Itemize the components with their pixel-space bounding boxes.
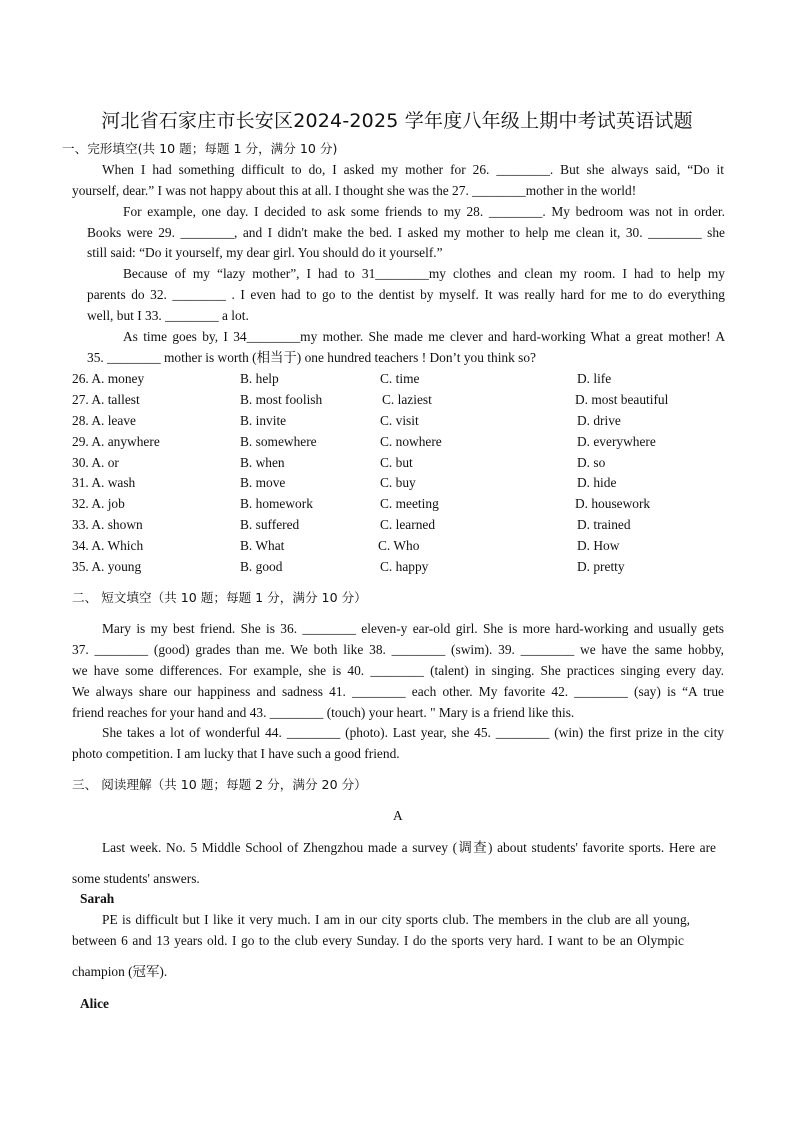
sarah-line-3: champion (冠军). xyxy=(72,964,168,979)
cloze-line-1: When I had something difficult to do, I asked my mother for 26. ________. But she always said, “Do it xyxy=(102,162,724,177)
option-26-d: D. life xyxy=(577,371,612,386)
fill-line-2: 37. ________ (good) grades than me. We both like 38. ________ (swim). 39. ________ we have the same hobby, xyxy=(72,642,724,657)
option-35-b: B. good xyxy=(240,559,283,574)
option-34-c: C. Who xyxy=(378,538,420,553)
section2-heading: 二、 短文填空（共 10 题；每题 1 分，满分 10 分） xyxy=(72,590,367,605)
cloze-line-5: still said: “Do it yourself, my dear girl. You should do it yourself.” xyxy=(87,245,443,260)
fill-line-4: We always share our happiness and sadness 41. ________ each other. My favorite 42. ________ (say) is “A true xyxy=(72,684,724,699)
option-29-b: B. somewhere xyxy=(240,434,317,449)
option-29-d: D. everywhere xyxy=(577,434,656,449)
cloze-line-10: 35. ________ mother is worth (相当于) one hundred teachers ! Don’t you think so? xyxy=(87,350,537,365)
cloze-line-2: yourself, dear.” I was not happy about this at all. I thought she was the 27. ________mother in the world! xyxy=(72,183,637,198)
cloze-line-6: Because of my “lazy mother”, I had to 31________my clothes and clean my room. I had to help my xyxy=(123,266,725,281)
cloze-line-9: As time goes by, I 34________my mother. She made me clever and hard-working What a great mother! A xyxy=(123,329,725,344)
option-27-d: D. most beautiful xyxy=(575,392,669,407)
option-34-a: 34. A. Which xyxy=(72,538,144,553)
reading-line-2: some students' answers. xyxy=(72,871,200,886)
option-30-c: C. but xyxy=(380,455,413,470)
fill-line-3: we have some differences. For example, she is 40. ________ (talent) in singing. She practices singing every day. xyxy=(72,663,724,678)
option-32-a: 32. A. job xyxy=(72,496,125,511)
fill-line-6: She takes a lot of wonderful 44. ________ (photo). Last year, she 45. ________ (win) the first prize in the city xyxy=(102,725,724,740)
option-26-b: B. help xyxy=(240,371,279,386)
alice-name: Alice xyxy=(80,996,109,1011)
section1-heading: 一、完形填空(共 10 题；每题 1 分，满分 10 分) xyxy=(62,141,338,156)
sarah-name: Sarah xyxy=(80,891,115,906)
option-31-c: C. buy xyxy=(380,475,416,490)
cloze-line-3: For example, one day. I decided to ask some friends to my 28. ________. My bedroom was not in order. xyxy=(123,204,725,219)
fill-line-5: friend reaches for your hand and 43. ________ (touch) your heart. " Mary is a friend like this. xyxy=(72,705,575,720)
section3-heading: 三、 阅读理解（共 10 题；每题 2 分，满分 20 分） xyxy=(72,777,367,792)
cloze-line-7: parents do 32. ________ . I even had to go to the dentist by myself. It was really hard for me to do everything xyxy=(87,287,725,302)
option-33-a: 33. A. shown xyxy=(72,517,143,532)
exam-title: 河北省石家庄市长安区2024-2025 学年度八年级上期中考试英语试题 xyxy=(101,110,693,132)
option-32-d: D. housework xyxy=(575,496,651,511)
option-28-a: 28. A. leave xyxy=(72,413,136,428)
sarah-line-1: PE is difficult but I like it very much. I am in our city sports club. The members in the club are all young, xyxy=(102,912,690,927)
fill-line-1: Mary is my best friend. She is 36. ________ eleven-y ear-old girl. She is more hard-working and usually gets xyxy=(102,621,724,636)
option-28-d: D. drive xyxy=(577,413,621,428)
option-35-a: 35. A. young xyxy=(72,559,142,574)
option-33-c: C. learned xyxy=(380,517,436,532)
option-30-b: B. when xyxy=(240,455,285,470)
option-27-c: C. laziest xyxy=(382,392,432,407)
option-35-c: C. happy xyxy=(380,559,429,574)
option-34-d: D. How xyxy=(577,538,620,553)
option-29-c: C. nowhere xyxy=(380,434,442,449)
fill-line-7: photo competition. I am lucky that I have such a good friend. xyxy=(72,746,400,761)
option-30-a: 30. A. or xyxy=(72,455,119,470)
option-26-c: C. time xyxy=(380,371,420,386)
option-34-b: B. What xyxy=(240,538,285,553)
option-26-a: 26. A. money xyxy=(72,371,145,386)
option-29-a: 29. A. anywhere xyxy=(72,434,160,449)
option-35-d: D. pretty xyxy=(577,559,625,574)
sarah-line-2: between 6 and 13 years old. I go to the club every Sunday. I do the sports very hard. I want to be an Olympic xyxy=(72,933,684,948)
option-33-d: D. trained xyxy=(577,517,631,532)
cloze-line-4: Books were 29. ________, and I didn't make the bed. I asked my mother to help me clean it, 30. ________ she xyxy=(87,225,725,240)
passage-label: A xyxy=(393,808,403,823)
option-31-b: B. move xyxy=(240,475,286,490)
option-32-b: B. homework xyxy=(240,496,313,511)
option-31-d: D. hide xyxy=(577,475,617,490)
reading-line-1: Last week. No. 5 Middle School of Zhengzhou made a survey (调查) about students' favorite sports. Here are xyxy=(102,840,716,855)
cloze-line-8: well, but I 33. ________ a lot. xyxy=(87,308,249,323)
option-28-c: C. visit xyxy=(380,413,419,428)
option-33-b: B. suffered xyxy=(240,517,300,532)
option-27-b: B. most foolish xyxy=(240,392,323,407)
option-28-b: B. invite xyxy=(240,413,287,428)
option-30-d: D. so xyxy=(577,455,606,470)
option-27-a: 27. A. tallest xyxy=(72,392,140,407)
option-31-a: 31. A. wash xyxy=(72,475,136,490)
option-32-c: C. meeting xyxy=(380,496,439,511)
